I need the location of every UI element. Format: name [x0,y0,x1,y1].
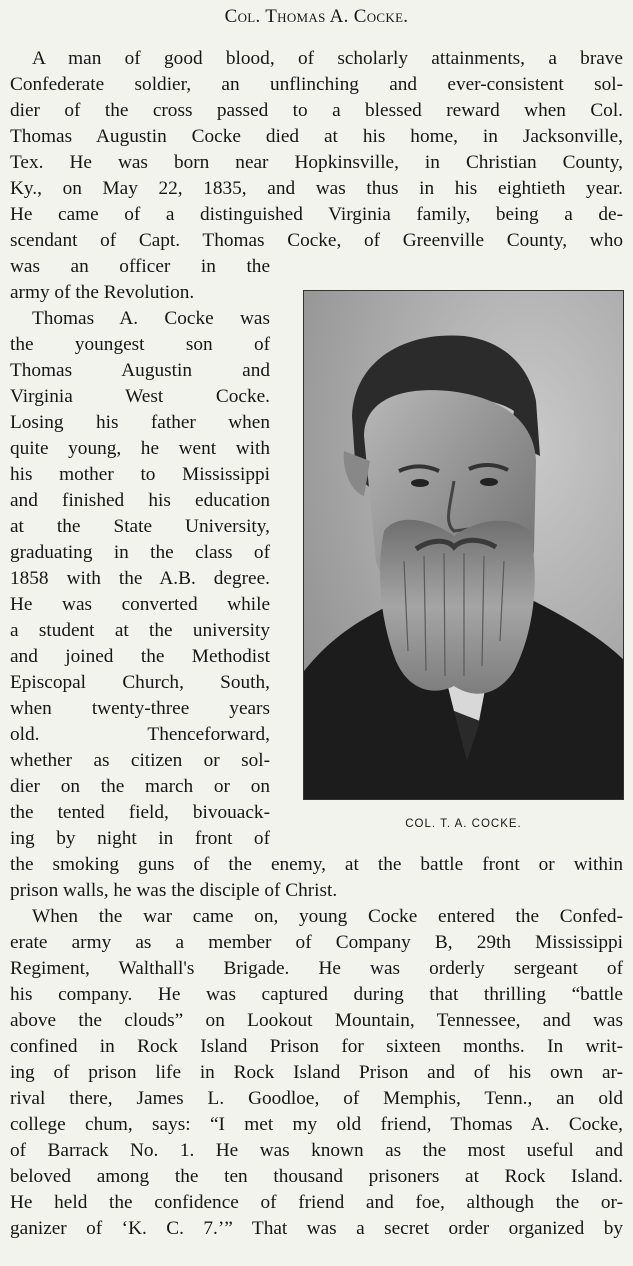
text-line: old. Thenceforward, [10,724,270,745]
text-line: confined in Rock Island Prison for sixteen months. In writ- [10,1036,623,1057]
portrait-image [304,291,624,800]
text-line: Regiment, Walthall's Brigade. He was orderly sergeant of [10,958,623,979]
text-line: Tex. He was born near Hopkinsville, in Christian County, [10,152,623,173]
photo-caption: COL. T. A. COCKE. [405,818,522,830]
text-line: When the war came on, young Cocke entered the Confed- [32,906,623,927]
text-line: the tented field, bivouack- [10,802,270,823]
text-line: ing by night in front of [10,828,270,849]
text-line: above the clouds” on Lookout Mountain, Tennessee, and was [10,1010,623,1031]
text-line: Losing his father when [10,412,270,433]
text-line: scendant of Capt. Thomas Cocke, of Greenville County, who [10,230,623,251]
text-line: dier on the march or on [10,776,270,797]
text-line: rival there, James L. Goodloe, of Memphis, Tenn., an old [10,1088,623,1109]
text-line: Virginia West Cocke. [10,386,270,407]
text-line: quite young, he went with [10,438,270,459]
text-line: whether as citizen or sol- [10,750,270,771]
text-line: He came of a distinguished Virginia family, being a de- [10,204,623,225]
text-line: Thomas A. Cocke was [32,308,270,329]
text-line: Episcopal Church, South, [10,672,270,693]
portrait-photo [303,290,624,800]
text-line: the youngest son of [10,334,270,355]
text-line: college chum, says: “I met my old friend, Thomas A. Cocke, [10,1114,623,1135]
text-line: and joined the Methodist [10,646,270,667]
text-line: prison walls, he was the disciple of Christ. [10,880,338,901]
text-line: his company. He was captured during that thrilling “battle [10,984,623,1005]
text-line: Ky., on May 22, 1835, and was thus in his eightieth year. [10,178,623,199]
text-line: 1858 with the A.B. degree. [10,568,270,589]
text-line: at the State University, [10,516,270,537]
text-line: ganizer of ‘K. C. 7.’” That was a secret order organized by [10,1218,623,1239]
text-line: beloved among the ten thousand prisoners at Rock Island. [10,1166,623,1187]
text-line: Confederate soldier, an unflinching and ever-consistent sol- [10,74,623,95]
text-line: was an officer in the [10,256,270,277]
text-line: army of the Revolution. [10,282,195,303]
text-line: graduating in the class of [10,542,270,563]
text-line: ing of prison life in Rock Island Prison and of his own ar- [10,1062,623,1083]
article-title: Col. Thomas A. Cocke. [224,6,409,27]
text-line: Thomas Augustin Cocke died at his home, in Jacksonville, [10,126,623,147]
text-line: a student at the university [10,620,270,641]
text-line: dier of the cross passed to a blessed reward when Col. [10,100,623,121]
text-line: erate army as a member of Company B, 29th Mississippi [10,932,623,953]
text-line: Thomas Augustin and [10,360,270,381]
text-line: when twenty-three years [10,698,270,719]
text-line: and finished his education [10,490,270,511]
text-line: He was converted while [10,594,270,615]
text-line: the smoking guns of the enemy, at the battle front or within [10,854,623,875]
text-line: He held the confidence of friend and foe, although the or- [10,1192,623,1213]
text-line: his mother to Mississippi [10,464,270,485]
text-line: A man of good blood, of scholarly attainments, a brave [32,48,623,69]
text-line: of Barrack No. 1. He was known as the most useful and [10,1140,623,1161]
